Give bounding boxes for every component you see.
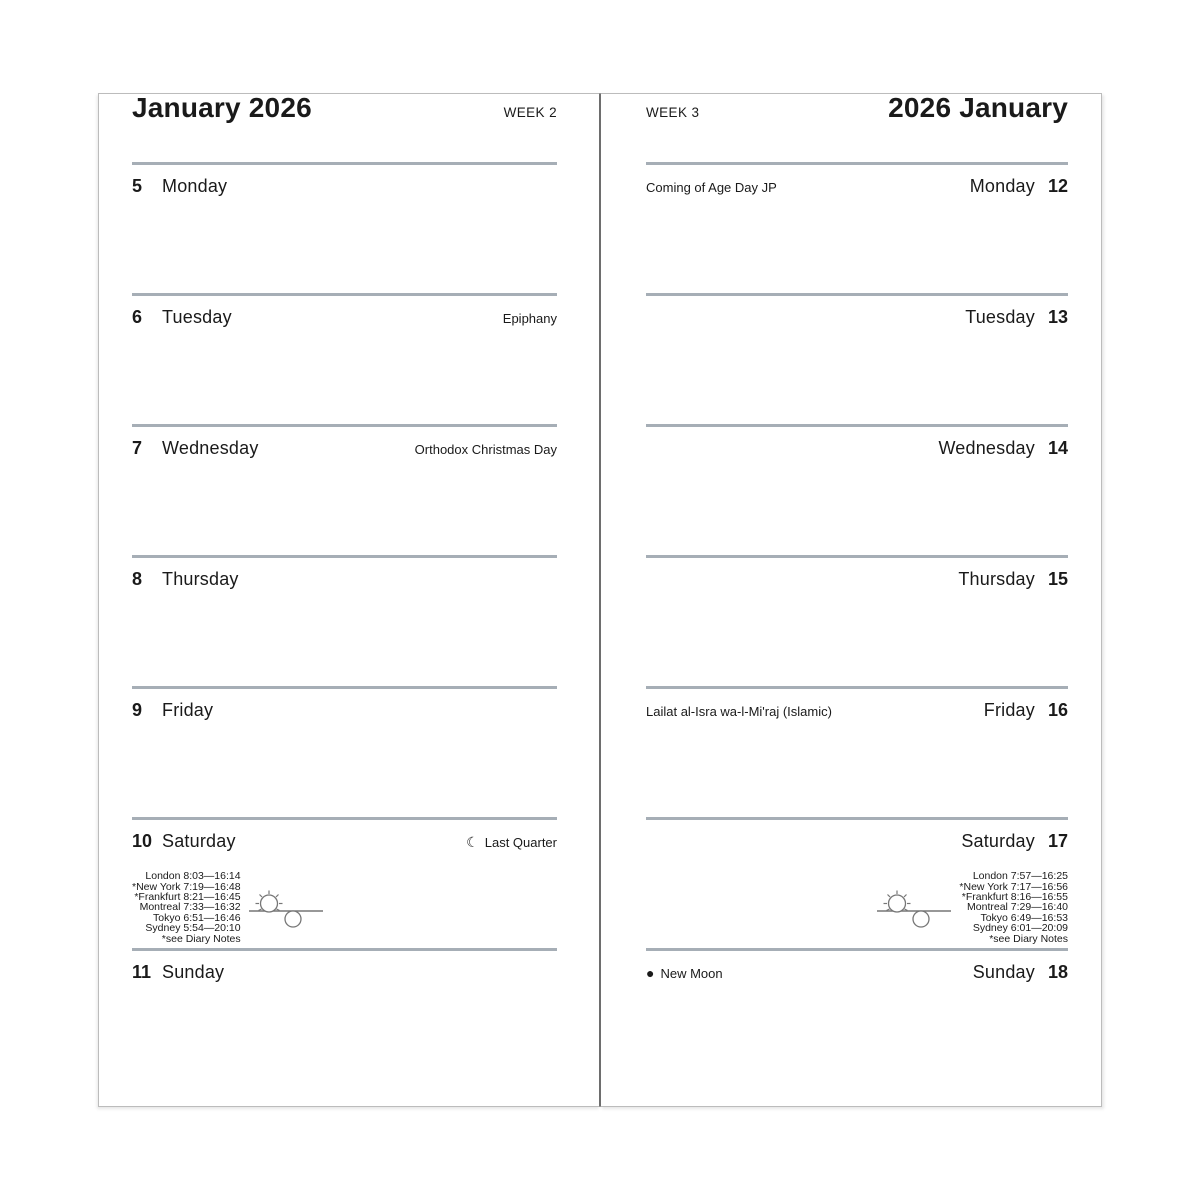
day-line bbox=[646, 951, 1068, 983]
day-name: Monday bbox=[162, 176, 228, 196]
day-line bbox=[646, 820, 1068, 852]
diary-week-spread bbox=[98, 93, 1102, 1107]
month-title-left: January 2026 bbox=[132, 92, 312, 123]
day-number: 17 bbox=[1047, 831, 1068, 851]
day-line bbox=[132, 820, 557, 852]
day-number: 11 bbox=[132, 962, 152, 982]
day-name: Saturday bbox=[961, 831, 1035, 851]
day-row-tuesday-13 bbox=[646, 293, 1068, 424]
holiday-note: Coming of Age Day JP bbox=[646, 180, 777, 195]
new-moon-icon: ● bbox=[646, 965, 655, 981]
day-line bbox=[646, 558, 1068, 590]
month-title-right: 2026 January bbox=[888, 92, 1068, 123]
day-number: 13 bbox=[1047, 307, 1068, 327]
day-number: 8 bbox=[132, 569, 143, 589]
sunrise-sunset-icon bbox=[877, 888, 951, 928]
day-row-saturday-17 bbox=[646, 817, 1068, 948]
diary-notes-ref: *see Diary Notes bbox=[989, 932, 1068, 945]
day-line bbox=[646, 427, 1068, 459]
day-line bbox=[646, 296, 1068, 328]
day-line bbox=[132, 165, 557, 197]
day-name: Friday bbox=[983, 700, 1035, 720]
sun-time-line: *New York 7:17—16:56 bbox=[959, 880, 1068, 893]
day-number: 16 bbox=[1047, 700, 1068, 720]
last-quarter-moon-icon: ☾ bbox=[466, 834, 479, 850]
day-row-friday-9 bbox=[132, 686, 557, 817]
day-name: Thursday bbox=[958, 569, 1035, 589]
diary-notes-ref: *see Diary Notes bbox=[161, 932, 241, 945]
sun-time-line: *Frankfurt 8:16—16:55 bbox=[961, 890, 1068, 903]
right-page bbox=[600, 93, 1102, 1107]
day-row-monday-12 bbox=[646, 162, 1068, 293]
day-number: 10 bbox=[132, 831, 153, 851]
day-line bbox=[132, 689, 557, 721]
day-line bbox=[646, 165, 1068, 197]
day-number: 7 bbox=[132, 438, 143, 458]
right-page-header bbox=[646, 94, 1068, 162]
sun-time-line: *New York 7:19—16:48 bbox=[132, 880, 241, 893]
day-row-saturday-10 bbox=[132, 817, 557, 948]
day-line bbox=[646, 689, 1068, 721]
day-row-monday-5 bbox=[132, 162, 557, 293]
day-row-thursday-8 bbox=[132, 555, 557, 686]
sun-time-line: *Frankfurt 8:21—16:45 bbox=[134, 890, 241, 903]
day-number: 6 bbox=[132, 307, 143, 327]
day-row-friday-16 bbox=[646, 686, 1068, 817]
sun-times-block bbox=[646, 871, 1068, 944]
day-name: Tuesday bbox=[162, 307, 232, 327]
sun-time-line: Tokyo 6:51—16:46 bbox=[153, 911, 241, 924]
day-name: Wednesday bbox=[162, 438, 259, 458]
day-number: 12 bbox=[1047, 176, 1068, 196]
day-line bbox=[132, 296, 557, 328]
sun-time-line: Sydney 5:54—20:10 bbox=[145, 922, 241, 935]
holiday-note: Orthodox Christmas Day bbox=[414, 442, 557, 457]
sunrise-sunset-icon bbox=[249, 888, 323, 928]
moon-phase-note bbox=[646, 966, 723, 981]
moon-phase-label: Last Quarter bbox=[484, 835, 557, 850]
day-name: Saturday bbox=[162, 831, 236, 851]
day-row-thursday-15 bbox=[646, 555, 1068, 686]
sun-times-list bbox=[132, 871, 241, 944]
day-number: 9 bbox=[132, 700, 143, 720]
sun-time-line: Tokyo 6:49—16:53 bbox=[980, 911, 1068, 924]
day-name: Tuesday bbox=[965, 307, 1035, 327]
moon-phase-note bbox=[466, 835, 557, 850]
holiday-note: Epiphany bbox=[502, 311, 557, 326]
day-name: Wednesday bbox=[938, 438, 1035, 458]
sun-time-line: Sydney 6:01—20:09 bbox=[972, 922, 1068, 935]
sun-times-block bbox=[132, 871, 557, 944]
day-line bbox=[132, 427, 557, 459]
sun-time-line: Montreal 7:33—16:32 bbox=[139, 901, 241, 914]
day-row-wednesday-14 bbox=[646, 424, 1068, 555]
day-line bbox=[132, 558, 557, 590]
day-name: Sunday bbox=[972, 962, 1035, 982]
week-label-left: WEEK 2 bbox=[503, 105, 557, 120]
sun-times-list bbox=[959, 871, 1068, 944]
day-row-sunday-18 bbox=[646, 948, 1068, 1106]
day-name: Thursday bbox=[162, 569, 239, 589]
sun-time-line: London 7:57—16:25 bbox=[972, 870, 1068, 883]
holiday-note: Lailat al-Isra wa-l-Mi'raj (Islamic) bbox=[646, 704, 832, 719]
day-row-wednesday-7 bbox=[132, 424, 557, 555]
moon-phase-label: New Moon bbox=[660, 966, 723, 981]
day-row-tuesday-6 bbox=[132, 293, 557, 424]
left-page bbox=[98, 93, 600, 1107]
day-name: Friday bbox=[162, 700, 214, 720]
day-number: 5 bbox=[132, 176, 143, 196]
day-number: 15 bbox=[1047, 569, 1068, 589]
sun-time-line: London 8:03—16:14 bbox=[145, 870, 241, 883]
day-line bbox=[132, 951, 557, 983]
day-number: 18 bbox=[1047, 962, 1068, 982]
day-row-sunday-11 bbox=[132, 948, 557, 1106]
sun-time-line: Montreal 7:29—16:40 bbox=[967, 901, 1068, 914]
week-label-right: WEEK 3 bbox=[646, 105, 700, 120]
day-name: Monday bbox=[969, 176, 1035, 196]
left-page-header bbox=[132, 94, 557, 162]
day-number: 14 bbox=[1047, 438, 1068, 458]
day-name: Sunday bbox=[162, 962, 225, 982]
